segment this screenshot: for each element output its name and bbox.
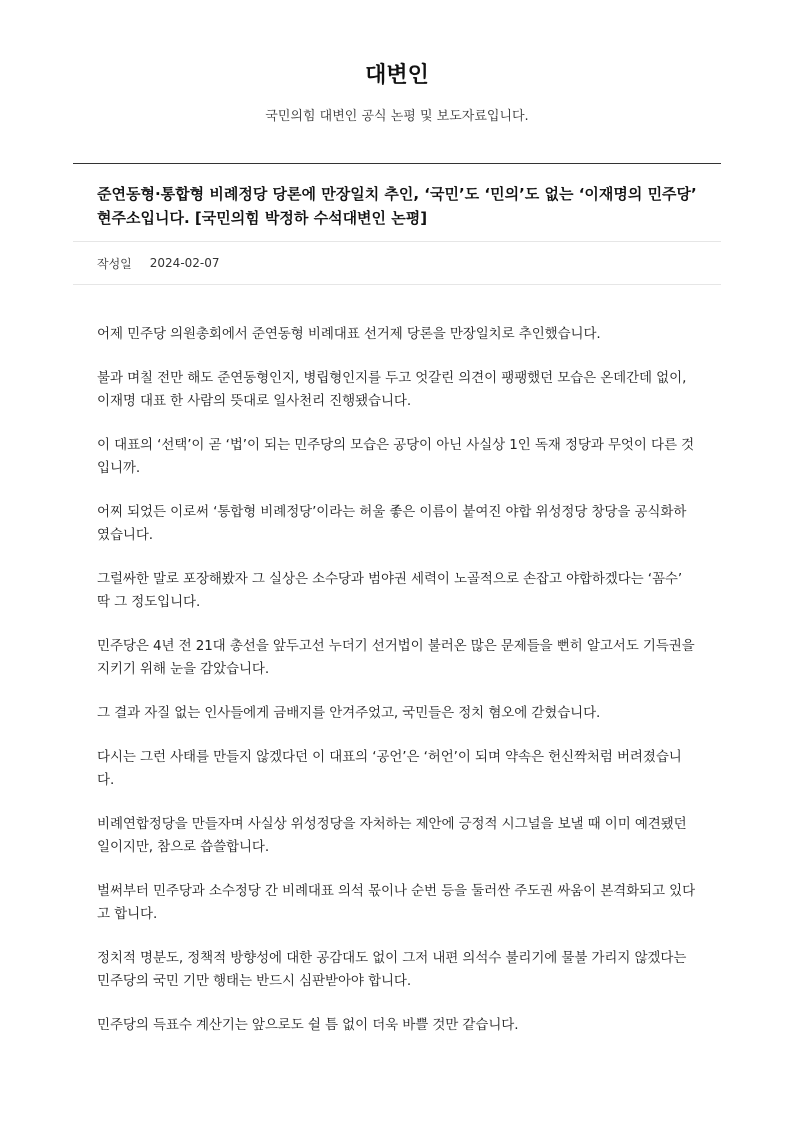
article-meta (73, 242, 721, 285)
article-body (73, 285, 721, 1037)
date-value: 2024-02-07 (149, 256, 220, 270)
date-label: 작성일 (97, 256, 132, 271)
paragraph-6: 민주당은 4년 전 21대 총선을 앞두고선 누더기 선거법이 불러온 많은 문제들을 뻔히 알고서도 기득권을 지키기 위해 눈을 감았습니다. (97, 638, 695, 677)
paragraph-8: 다시는 그런 사태를 만들지 않겠다던 이 대표의 ‘공언’은 ‘허언’이 되며 약속은 헌신짝처럼 버려졌습니다. (97, 749, 682, 788)
paragraph-2: 불과 며칠 전만 해도 준연동형인지, 병립형인지를 두고 엇갈린 의견이 팽팽했던 모습은 온데간데 없이, 이재명 대표 한 사람의 뜻대로 일사천리 진행됐습니다. (97, 370, 687, 409)
paragraph-3: 이 대표의 ‘선택’이 곧 ‘법’이 되는 민주당의 모습은 공당이 아닌 사실상 1인 독재 정당과 무엇이 다른 것입니까. (97, 437, 695, 476)
site-subtitle: 국민의힘 대변인 공식 논평 및 보도자료입니다. (265, 109, 529, 124)
paragraph-12: 민주당의 득표수 계산기는 앞으로도 쉴 틈 없이 더욱 바쁠 것만 같습니다. (97, 1017, 519, 1033)
paragraph-10: 벌써부터 민주당과 소수정당 간 비례대표 의석 몫이나 순번 등을 둘러싼 주도권 싸움이 본격화되고 있다고 합니다. (97, 883, 696, 922)
paragraph-5: 그럴싸한 말로 포장해봤자 그 실상은 소수당과 범야권 세력이 노골적으로 손잡고 야합하겠다는 ‘꼼수’ 딱 그 정도입니다. (97, 571, 683, 610)
site-header (0, 0, 794, 126)
paragraph-1: 어제 민주당 의원총회에서 준연동형 비례대표 선거제 당론을 만장일치로 추인했습니다. (97, 326, 601, 342)
article-title: 준연동형·통합형 비례정당 당론에 만장일치 추인, ‘국민’도 ‘민의’도 없는 ‘이재명의 민주당’ 현주소입니다. [국민의힘 박정하 수석대변인 논평] (73, 164, 721, 242)
site-title: 대변인 (365, 63, 429, 88)
paragraph-7: 그 결과 자질 없는 인사들에게 금배지를 안겨주었고, 국민들은 정치 혐오에 갇혔습니다. (97, 705, 601, 721)
paragraph-9: 비례연합정당을 만들자며 사실상 위성정당을 자처하는 제안에 긍정적 시그널을 보낼 때 이미 예견됐던 일이지만, 참으로 씁쓸합니다. (97, 816, 687, 855)
article (73, 163, 721, 1058)
paragraph-11: 정치적 명분도, 정책적 방향성에 대한 공감대도 없이 그저 내편 의석수 불리기에 물불 가리지 않겠다는 민주당의 국민 기만 행태는 반드시 심판받아야 합니다. (97, 950, 687, 989)
paragraph-4: 어찌 되었든 이로써 ‘통합형 비례정당’이라는 허울 좋은 이름이 붙여진 야합 위성정당 창당을 공식화하였습니다. (97, 504, 687, 543)
